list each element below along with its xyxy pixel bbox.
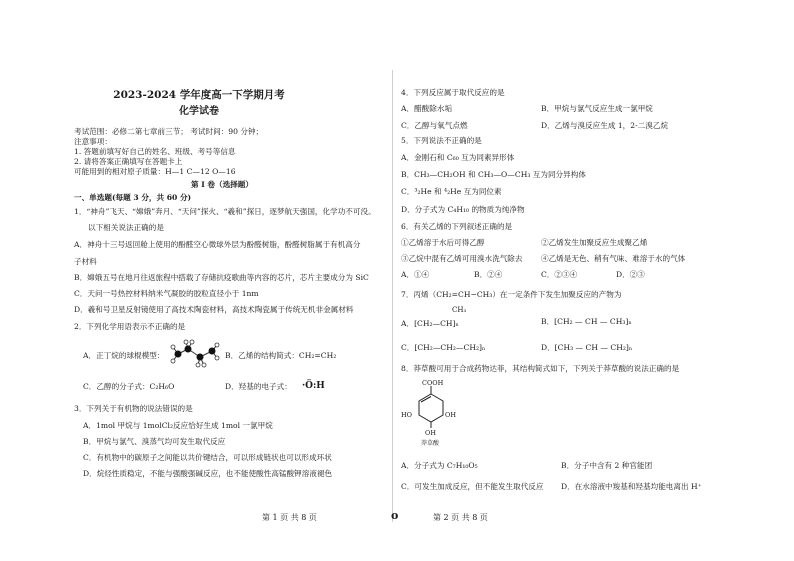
q2-option-b: B．乙烯的结构简式：CH₂=CH₂ [225,351,337,360]
volume-heading: 第 I 卷（选择题） [191,180,253,189]
page-one [0,0,392,561]
q6-stem: 6．有关乙烯的下列叙述正确的是 [401,222,513,231]
page-footer: 第 2 页 共 8 页 [433,513,488,522]
hydroxyl-electron-formula: ·Ö:H [302,381,325,391]
q7-option-a: A．[CH₂—CH]ₙ [401,319,459,328]
q1-option-b: B．嫦娥五号在地月往返旅程中搭载了存储抗疫歌曲等内容的芯片，芯片主要成分为 SiC [74,273,369,282]
q7-option-c: C．[CH₂—CH₂—CH₂]ₙ [401,343,486,352]
q4-option-c: C．乙醇与氧气点燃 [401,121,468,130]
q5-option-c: C．³₂He 和 ⁴₂He 互为同位素 [401,187,502,196]
q4-stem: 4．下列反应属于取代反应的是 [401,88,505,97]
page-footer: 第 1 页 共 8 页 [262,513,317,522]
q8-oh-label: OH [445,411,456,419]
q6-statement: ③乙烷中混有乙烯可用溴水洗气除去 [401,254,523,263]
q3-option-c: C．有机物中的碳原子之间能以共价键结合，可以形成链状也可以形成环状 [83,453,332,462]
q1-option-a: A．神舟十三号返回舱上使用的酚醛空心微球外层为酚醛树脂，酚醛树脂属于有机高分 [74,240,361,249]
q6-option-d: D．②③ [616,270,645,279]
q7-option-d: D．[CH₃ — CH — CH₂]ₙ [541,343,633,352]
q1-option-c: C．天问一号热控材料纳米气凝胶的胶粒直径小于 1nm [74,289,259,298]
info-line: 考试范围：必修二第七章前三节； 考试时间：90 分钟； [74,127,264,136]
q8-option-a: A．分子式为 C₇H₁₀O₅ [401,461,478,470]
q6-option-b: B．②④ [474,270,503,279]
q6-statement: ②乙烯发生加聚反应生成聚乙烯 [541,238,648,247]
q7-option-a-branch: CH₃ [452,306,467,314]
q7-stem: 7．丙烯（CH₂=CH−CH₃）在一定条件下发生加聚反应的产物为 [401,290,622,299]
page-divider [392,70,393,522]
q3-stem: 3．下列关于有机物的说法错误的是 [74,404,193,413]
q8-ho-label: HO [401,411,412,419]
q8-structure-caption: 莽草酸 [421,440,440,447]
q1-option-d: D．羲和号卫星反射镜使用了高技术陶瓷材料，高技术陶瓷属于传统无机非金属材料 [74,305,354,314]
q8-stem: 8．莽草酸可用于合成药物达菲，其结构简式如下，下列关于莽草酸的说法正确的是 [401,364,680,373]
q4-option-d: D．乙烯与溴反应生成 1，2-二溴乙烷 [541,121,669,130]
q8-oh-label: OH [425,429,436,437]
q2-option-c: C．乙醇的分子式：C₂H₆O [83,382,175,391]
q8-option-d: D．在水溶液中羧基和羟基均能电离出 H⁺ [561,482,702,491]
q5-option-b: B．CH₃—CH₂OH 和 CH₃—O—CH₃ 互为同分异构体 [401,170,586,179]
q2-option-a: A．正丁烷的球棍模型： [83,351,165,360]
q2-stem: 2．下列化学用语表示不正确的是 [74,322,186,331]
q3-option-a: A．1mol 甲烷与 1molCl₂反应恰好生成 1mol 一氯甲烷 [83,421,273,430]
q6-statement: ④乙烯是无色、稍有气味、难溶于水的气体 [541,254,686,263]
q8-option-c: C．可发生加成反应，但不能发生取代反应 [401,482,544,491]
info-line: 可能用到的相对原子质量：H—1 C—12 O—16 [74,167,236,176]
info-line: 2. 请将答案正确填写在答题卡上 [74,157,183,166]
q5-stem: 5．下列说法不正确的是 [401,136,482,145]
q5-option-d: D．分子式为 C₄H₁₀ 的物质为纯净物 [401,205,525,214]
binding-mark: o [391,509,399,522]
shikimic-acid-structure [409,386,453,430]
info-line: 注意事项： [74,137,112,146]
exam-title: 2023-2024 学年度高一下学期月考 [113,89,285,101]
q8-option-b: B．分子中含有 2 种官能团 [561,461,653,470]
q4-option-a: A．醋酸除水垢 [401,104,453,113]
q7-option-b: B．[CH₂ — CH — CH₃]ₙ [541,317,632,326]
q1-option-a: 子材料 [74,257,97,266]
q6-option-c: C．②③④ [541,270,578,279]
q4-option-b: B．甲烷与氯气反应生成一氯甲烷 [541,104,653,113]
q5-option-a: A．金刚石和 C₆₀ 互为同素异形体 [401,153,515,162]
subject-title: 化学试卷 [179,106,219,117]
q3-option-b: B．甲烷与氯气、溴蒸气均可发生取代反应 [83,437,226,446]
q1-stem: 1．“神舟”飞天、“嫦娥”奔月、“天问”探火、“羲和”探日，逐梦航天强国，化学功不可没。 [74,207,376,216]
section-heading: 一、单选题(每题 3 分，共 60 分) [74,193,192,202]
butane-ball-stick-model [170,339,220,369]
q8-cooh-label: COOH [422,379,444,387]
q2-option-d: D．羟基的电子式： [225,382,292,391]
q3-option-d: D．烷烃性质稳定，不能与强酸强碱反应，也不能使酸性高锰酸钾溶液褪色 [83,469,333,478]
page-two [396,0,794,561]
q6-statement: ①乙烯溶于水后可得乙醇 [401,238,485,247]
q6-option-a: A．①④ [401,270,430,279]
q1-stem: 以下相关说法正确的是 [88,223,164,232]
info-line: 1. 答题前填写好自己的姓名、班级、考号等信息 [74,147,236,156]
